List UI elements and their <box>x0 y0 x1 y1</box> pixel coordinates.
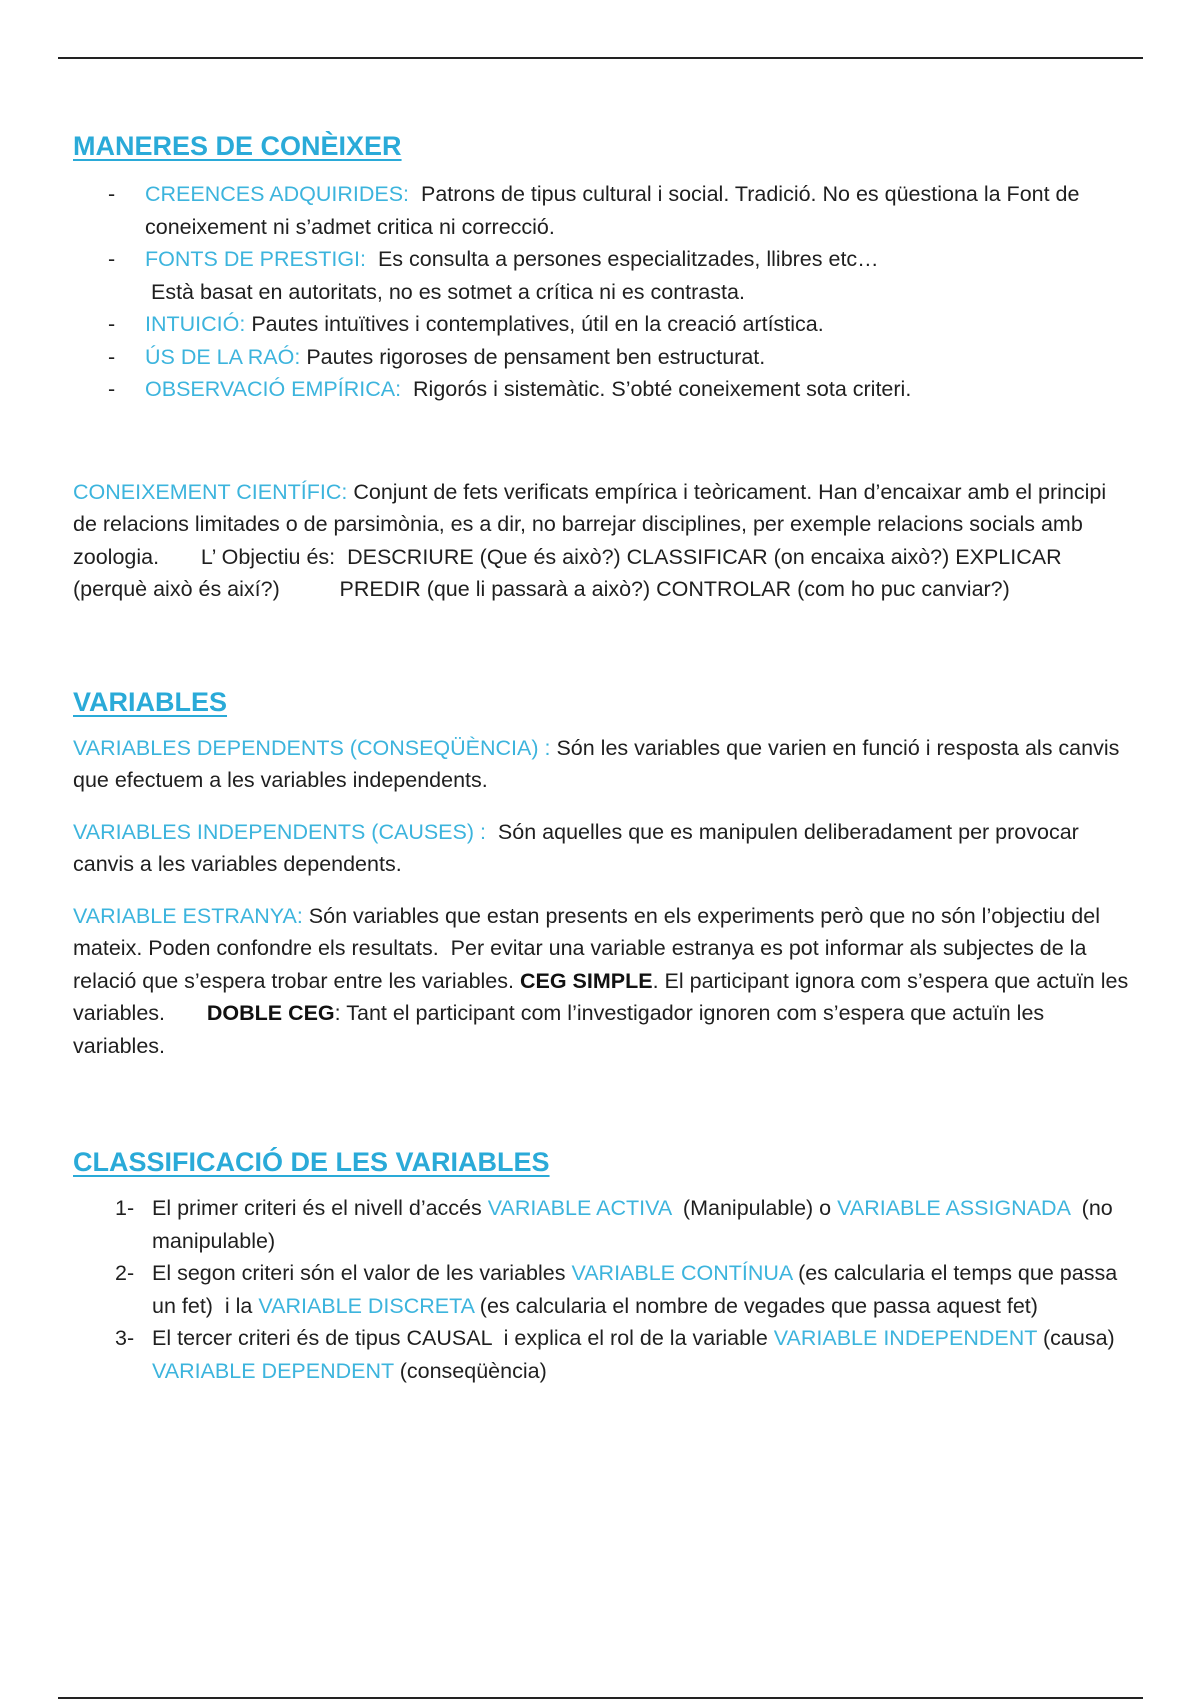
term-label: INTUICIÓ: <box>145 312 246 336</box>
item-text: El segon criteri són el valor de les variables <box>152 1261 572 1285</box>
item-text: (es calcularia el temps que passa un fet) i la <box>152 1261 1124 1318</box>
paragraph-text: . El participant ignora com s’espera que actuïn les variables. <box>73 968 1135 1025</box>
term-text: Pautes intuïtives i contemplatives, útil en la creació artística. <box>245 312 824 336</box>
item-number: 1- <box>115 1196 135 1220</box>
list-item <box>73 1322 1139 1387</box>
list-item <box>73 373 1133 406</box>
item-text: El primer criteri és el nivell d’accés <box>152 1196 488 1220</box>
item-number: 2- <box>115 1261 135 1285</box>
paragraph-text: Són variables que estan presents en els experiments però que no són l’objectiu del mateix. Poden confondre els resultats. Per evitar una variable estranya es pot informar als subjectes de la relació que s’espera trobar entre les variables. <box>73 903 1106 993</box>
list-item <box>73 1192 1133 1257</box>
term-label: CONEIXEMENT CIENTÍFIC: <box>73 479 348 504</box>
paragraph-text: Són les variables que varien en funció i resposta als canvis que efectuem a les variables independents. <box>73 735 1126 792</box>
variable-term: VARIABLE ACTIVA <box>487 1196 671 1220</box>
term-label: VARIABLES DEPENDENTS (CONSEQÜÈNCIA) : <box>73 735 551 760</box>
heading-maneres-de-coneixer: MANERES DE CONÈIXER <box>73 131 402 161</box>
document-body <box>73 128 1139 1387</box>
term-label: CREENCES ADQUIRIDES: <box>145 182 410 206</box>
dependent-variables-paragraph <box>73 732 1133 797</box>
list-item <box>73 243 1133 308</box>
term-text: Patrons de tipus cultural i social. Tradició. No es qüestiona la Font de coneixement ni s’admet critica ni correcció. <box>145 182 1086 239</box>
item-text: (Manipulable) o <box>670 1196 838 1220</box>
ceg-simple-term: CEG SIMPLE <box>519 968 653 993</box>
ways-of-knowing-list <box>73 178 1133 406</box>
list-item <box>73 1257 1133 1322</box>
variable-term: VARIABLE DISCRETA <box>258 1293 474 1318</box>
term-text-continued: Està basat en autoritats, no es sotmet a crítica ni es contrasta. <box>145 279 745 304</box>
item-text: (no manipulable) <box>152 1196 1119 1253</box>
paragraph-text: Són aquelles que es manipulen deliberadament per provocar canvis a les variables dependents. <box>73 819 1085 876</box>
item-number: 3- <box>115 1326 135 1350</box>
heading-variables: VARIABLES <box>73 686 228 717</box>
variable-term: VARIABLE INDEPENDENT <box>773 1326 1038 1350</box>
list-item <box>73 178 1133 243</box>
item-text: (causa) <box>1037 1326 1139 1350</box>
term-label: VARIABLE ESTRANYA: <box>73 903 303 928</box>
item-text: (es calcularia el nombre de vegades que passa aquest fet) <box>473 1293 1038 1318</box>
item-text: (conseqüència) <box>393 1358 547 1383</box>
term-text: Rigorós i sistemàtic. S’obté coneixement sota criteri. <box>401 377 912 401</box>
term-label: ÚS DE LA RAÓ: <box>145 344 301 369</box>
list-item <box>73 341 1133 374</box>
doble-ceg-term: DOBLE CEG <box>206 1001 335 1025</box>
list-item <box>73 308 1133 341</box>
paragraph-text: : Tant el participant com l’investigador ignoren com s’espera que actuïn les variables. <box>73 1001 1051 1058</box>
classification-list <box>73 1192 1139 1387</box>
variable-term: VARIABLE CONTÍNUA <box>571 1261 793 1285</box>
item-text: El tercer criteri és de tipus CAUSAL i explica el rol de la variable <box>152 1326 774 1350</box>
independent-variables-paragraph <box>73 816 1133 881</box>
scientific-knowledge-paragraph <box>73 476 1133 606</box>
term-label: OBSERVACIÓ EMPÍRICA: <box>145 377 402 401</box>
variable-term: VARIABLE ASSIGNADA <box>837 1196 1070 1220</box>
paragraph-text: Conjunt de fets verificats empírica i teòricament. Han d’encaixar amb el principi de relacions limitades o de parsimònia, es a dir, no barrejar disciplines, per exemple relacions socials amb zoologia. L’ Objectiu és: DESCRIURE (Que és això?) CLASSIFICAR (on encaixa això?) EXPLICAR (perquè això és així?) PREDIR (que li passarà a això?) CONTROLAR (com ho puc canviar?) <box>73 479 1113 601</box>
extraneous-variable-paragraph <box>73 900 1133 1063</box>
term-label: FONTS DE PRESTIGI: <box>145 247 366 271</box>
term-text: Pautes rigoroses de pensament ben estructurat. <box>300 344 766 369</box>
bottom-rule <box>58 1697 1143 1699</box>
term-label: VARIABLES INDEPENDENTS (CAUSES) : <box>73 819 486 844</box>
variable-term: VARIABLE DEPENDENT <box>152 1358 394 1383</box>
heading-classificacio: CLASSIFICACIÓ DE LES VARIABLES <box>73 1147 550 1177</box>
top-rule <box>58 57 1143 59</box>
term-text: Es consulta a persones especialitzades, llibres etc… <box>366 247 879 271</box>
